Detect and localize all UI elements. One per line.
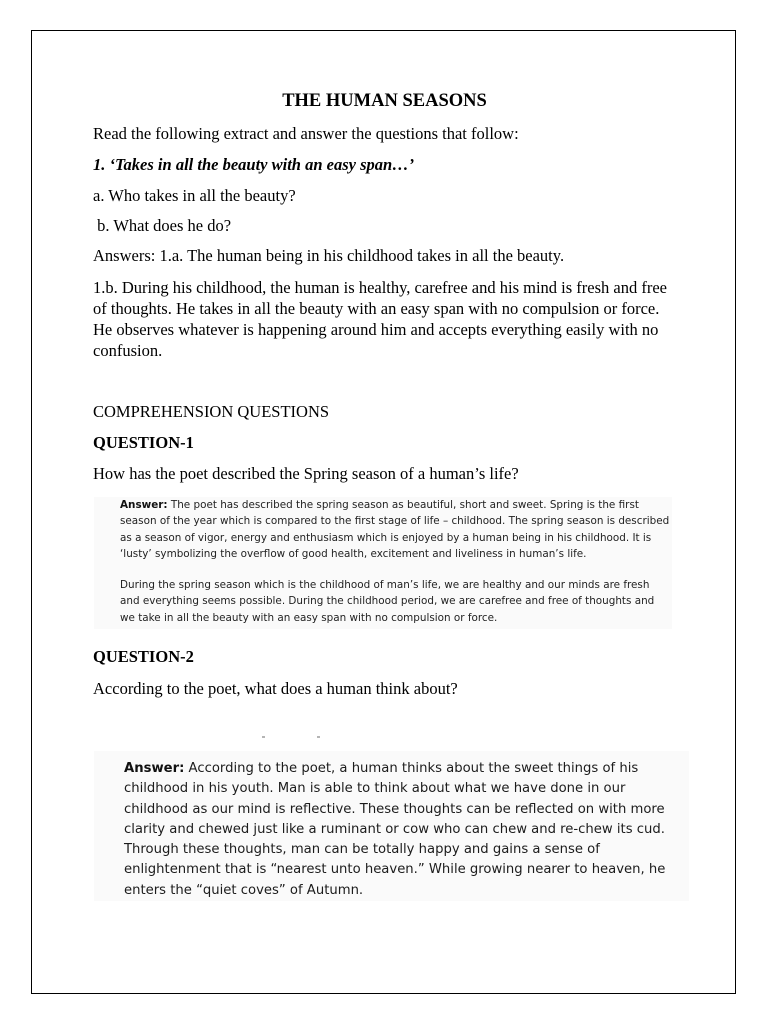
answer-text: According to the poet, a human thinks about the sweet things of his childhood in his youth. Man is able to think about what we have done in our childhood as our mind is reflective. These thoughts can be reflected on with more clarity and chewed just like a ruminant or cow who can chew and re-chew its cud. Through these thoughts, man can be totally happy and gains a sense of enlightenment that is “nearest unto heaven.” While growing nearer to heaven, he enters the “quiet coves” of Autumn. bbox=[124, 761, 666, 898]
answer-label: Answer: bbox=[120, 499, 168, 511]
answer-text: The poet has described the spring season as beautiful, short and sweet. Spring is the first season of the year which is compared to the first stage of life – childhood. The spring season is described as a season of vigor, energy and enthusiasm which is enjoyed by a human being in his childhood. It is ‘lusty’ symbolizing the overflow of good health, excitement and liveliness in human’s life. bbox=[120, 499, 670, 560]
question-2-answer-paragraph bbox=[124, 759, 683, 901]
comprehension-heading: COMPREHENSION QUESTIONS bbox=[93, 402, 330, 421]
question-b: b. What does he do? bbox=[93, 216, 232, 235]
scan-artifact bbox=[262, 736, 332, 742]
intro-instruction: Read the following extract and answer the questions that follow: bbox=[93, 124, 519, 143]
question-2-heading: QUESTION-2 bbox=[93, 647, 194, 666]
question-1-answer-image bbox=[94, 497, 672, 629]
question-a: a. Who takes in all the beauty? bbox=[93, 186, 296, 205]
question-2-text: According to the poet, what does a human think about? bbox=[93, 679, 458, 698]
question-1-answer-paragraph-2: During the spring season which is the childhood of man’s life, we are healthy and our minds are fresh and everything seems possible. During the childhood period, we are carefree and free of thoughts and we take in all the beauty with an easy span with no compulsion or force. bbox=[120, 579, 655, 624]
extract-line: 1. ‘Takes in all the beauty with an easy span…’ bbox=[93, 155, 415, 174]
question-1-answer-paragraph-1 bbox=[120, 497, 672, 562]
question-1-text: How has the poet described the Spring season of a human’s life? bbox=[93, 464, 519, 483]
document-page bbox=[31, 30, 736, 994]
answer-label: Answer: bbox=[124, 761, 185, 776]
question-1-heading: QUESTION-1 bbox=[93, 433, 194, 452]
page-title: THE HUMAN SEASONS bbox=[282, 91, 487, 111]
question-2-answer-image bbox=[94, 751, 689, 901]
answer-1a: Answers: 1.a. The human being in his childhood takes in all the beauty. bbox=[93, 246, 565, 265]
answer-1b: 1.b. During his childhood, the human is healthy, carefree and his mind is fresh and free of thoughts. He takes in all the beauty with an easy span with no compulsion or force. He observes whatever is happening around him and accepts everything easily with no confusion. bbox=[93, 278, 667, 360]
